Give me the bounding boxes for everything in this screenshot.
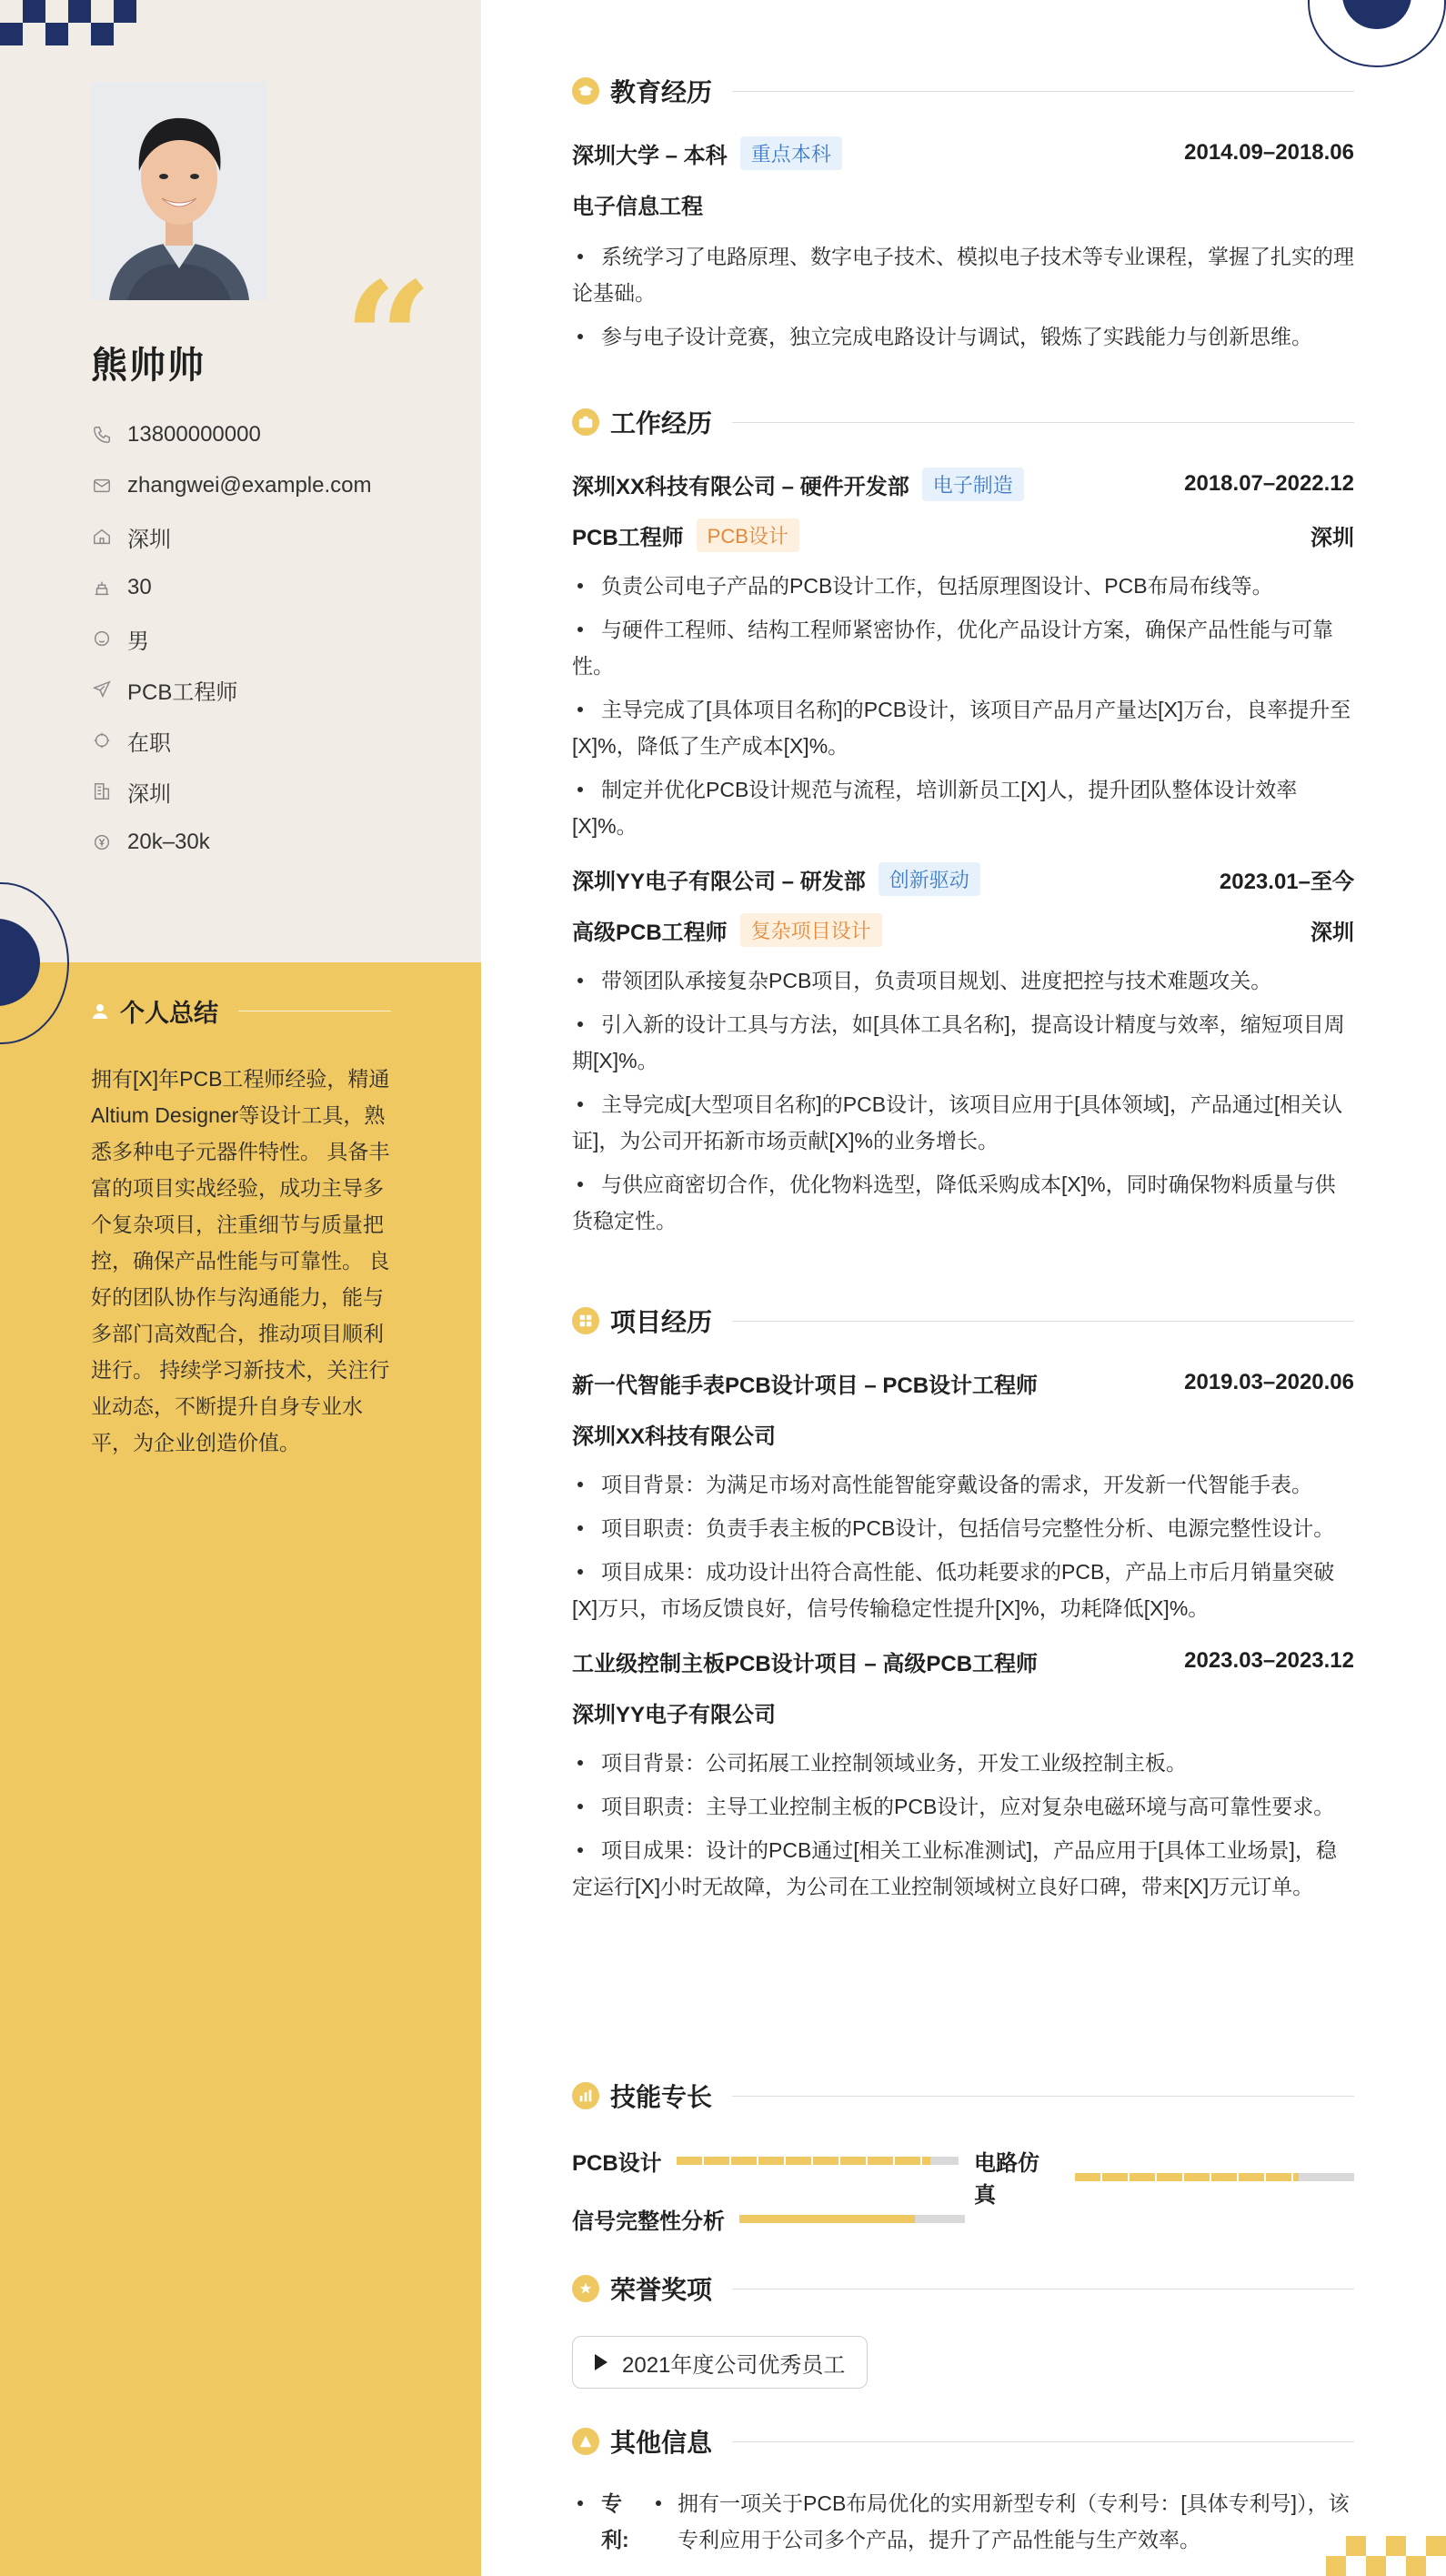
job-city: 深圳 xyxy=(1310,525,1354,550)
list-item: 主导完成了[具体项目名称]的PCB设计，该项目产品月产量达[X]万台，良率提升至[X]%，降低了生产成本[X]%。 xyxy=(572,691,1354,764)
role-tag: 复杂项目设计 xyxy=(740,913,882,947)
education-date: 2014.09–2018.06 xyxy=(1184,140,1354,165)
avatar-portrait xyxy=(91,82,267,300)
skill-bar xyxy=(739,2215,965,2223)
other-label: 专利: xyxy=(601,2491,629,2551)
grid-icon xyxy=(572,1307,599,1334)
info-city xyxy=(91,766,372,817)
info-phone xyxy=(91,409,372,460)
info-text: 深圳 xyxy=(127,781,171,807)
triangle-icon xyxy=(595,2354,608,2370)
other-text: 拥有一项关于PCB布局优化的实用新型专利（专利号：[具体专利号]），该专利应用于公司多个产品，提升了产品性能与生产效率。 xyxy=(678,2491,1350,2551)
avatar xyxy=(91,82,267,300)
info-text: 男 xyxy=(127,629,149,654)
checker-decoration xyxy=(0,0,136,45)
info-text: 30 xyxy=(127,575,152,599)
section-heading xyxy=(572,2270,1354,2307)
list-item: 项目成果：设计的PCB通过[相关工业标准测试]，产品应用于[具体工业场景]，稳定运行[X]小时无故障，为公司在工业控制领域树立良好口碑，带来[X]万元订单。 xyxy=(572,1832,1354,1905)
summary-title: 个人总结 xyxy=(120,1000,218,1027)
info-text: 在职 xyxy=(127,730,171,756)
list-item: 带领团队承接复杂PCB项目，负责项目规划、进度把控与技术难题攻关。 xyxy=(572,962,1354,999)
divider xyxy=(732,1321,1354,1322)
info-salary xyxy=(91,817,372,868)
profile-name: 熊帅帅 xyxy=(91,346,206,386)
list-item: 项目职责：负责手表主板的PCB设计，包括信号完整性分析、电源完整性设计。 xyxy=(572,1510,1354,1546)
briefcase-icon xyxy=(572,408,599,436)
project-name: 新一代智能手表PCB设计项目 – PCB设计工程师 xyxy=(572,1373,1039,1398)
project-name-row xyxy=(572,1645,1354,1677)
list-item: 项目职责：主导工业控制主板的PCB设计，应对复杂电磁环境与高可靠性要求。 xyxy=(572,1788,1354,1825)
skill-item xyxy=(572,2145,959,2177)
job-bullets xyxy=(572,962,1354,1239)
role-tag: PCB设计 xyxy=(697,518,799,552)
info-text: 深圳 xyxy=(127,527,171,552)
project-bullets xyxy=(572,1745,1354,1905)
work-section xyxy=(572,404,1354,1246)
company-name: 深圳XX科技有限公司 – 硬件开发部 xyxy=(572,474,909,499)
info-residence xyxy=(91,511,372,562)
list-item: 项目背景：为满足市场对高性能智能穿戴设备的需求，开发新一代智能手表。 xyxy=(572,1466,1354,1503)
section-title: 工作经历 xyxy=(610,409,713,438)
job-role: 高级PCB工程师 xyxy=(572,920,728,945)
list-item: 制定并优化PCB设计规范与流程，培训新员工[X]人，提升团队整体设计效率[X]%。 xyxy=(572,771,1354,844)
project-company-row xyxy=(572,1696,1354,1728)
skill-item xyxy=(572,2203,965,2235)
divider xyxy=(732,422,1354,423)
gender-icon xyxy=(91,628,113,649)
job-bullets xyxy=(572,568,1354,844)
chart-icon xyxy=(572,2082,599,2109)
skill-bar-fill xyxy=(739,2215,915,2223)
skill-name: PCB设计 xyxy=(572,2151,662,2176)
quote-mark-decoration: “ xyxy=(344,248,433,430)
honors-section xyxy=(572,2270,1354,2389)
job-date: 2018.07–2022.12 xyxy=(1184,471,1354,496)
job-company-row xyxy=(572,862,1354,895)
section-title: 其他信息 xyxy=(610,2429,713,2457)
section-heading xyxy=(572,2078,1354,2114)
company-name: 深圳YY电子有限公司 – 研发部 xyxy=(572,869,866,894)
info-email xyxy=(91,460,372,511)
major: 电子信息工程 xyxy=(572,194,703,219)
job-date: 2023.01–至今 xyxy=(1219,869,1354,894)
graduation-cap-icon xyxy=(572,77,599,105)
company-tag: 电子制造 xyxy=(922,468,1024,501)
section-title: 项目经历 xyxy=(610,1308,713,1336)
list-item: 项目背景：公司拓展工业控制领域业务，开发工业级控制主板。 xyxy=(572,1745,1354,1781)
skill-name: 电路仿真 xyxy=(974,2151,1039,2208)
school-name: 深圳大学 – 本科 xyxy=(572,143,728,168)
education-row xyxy=(572,136,1354,169)
skill-bar-fill xyxy=(677,2157,930,2165)
list-item: 与硬件工程师、结构工程师紧密协作，优化产品设计方案，确保产品性能与可靠性。 xyxy=(572,611,1354,684)
divider xyxy=(732,2441,1354,2442)
section-heading xyxy=(572,1303,1354,1339)
skills-section xyxy=(572,2078,1354,2241)
summary-text: 拥有[X]年PCB工程师经验，精通Altium Designer等设计工具，熟悉多种电子元器件特性。 具备丰富的项目实战经验，成功主导多个复杂项目，注重细节与质量把控，确保产品性能与可靠性。 良好的团队协作与沟通能力，能与多部门高效配合，推动项目顺利进行。 持续学习新技术，关注行业动态，不断提升自身专业水平，为企业创造价值。 xyxy=(91,1067,390,1454)
award-icon xyxy=(572,2275,599,2302)
bullet xyxy=(648,2485,678,2558)
job-role-row xyxy=(572,913,1354,946)
list-item: 负责公司电子产品的PCB设计工作，包括原理图设计、PCB布局布线等。 xyxy=(572,568,1354,604)
list-item: 与供应商密切合作，优化物料选型，降低采购成本[X]%，同时确保物料质量与供货稳定性。 xyxy=(572,1166,1354,1239)
projects-section xyxy=(572,1303,1354,1912)
honors-list xyxy=(572,2336,1354,2389)
info-text: zhangwei@example.com xyxy=(127,473,372,498)
divider xyxy=(732,91,1354,92)
job-role: PCB工程师 xyxy=(572,525,684,550)
project-company: 深圳XX科技有限公司 xyxy=(572,1424,777,1449)
other-section xyxy=(572,2423,1354,2558)
bullet xyxy=(572,2485,601,2558)
job-city: 深圳 xyxy=(1310,920,1354,945)
summary-heading xyxy=(91,993,391,1029)
list-item: 项目成果：成功设计出符合高性能、低功耗要求的PCB，产品上市后月销量突破[X]万只，市场反馈良好，信号传输稳定性提升[X]%，功耗降低[X]%。 xyxy=(572,1554,1354,1626)
person-icon xyxy=(91,1002,109,1021)
project-date: 2023.03–2023.12 xyxy=(1184,1648,1354,1673)
project-name: 工业级控制主板PCB设计项目 – 高级PCB工程师 xyxy=(572,1651,1039,1676)
project-company: 深圳YY电子有限公司 xyxy=(572,1702,777,1727)
section-heading xyxy=(572,73,1354,109)
section-heading xyxy=(572,404,1354,440)
skill-item xyxy=(974,2145,1354,2209)
sidebar xyxy=(0,0,481,2576)
skill-bar-fill xyxy=(1075,2173,1299,2181)
skill-bar xyxy=(677,2157,959,2165)
info-gender xyxy=(91,613,372,664)
info-text: 13800000000 xyxy=(127,422,261,447)
job-company-row xyxy=(572,468,1354,500)
school-tag: 重点本科 xyxy=(740,136,842,170)
mail-icon xyxy=(91,475,113,497)
company-tag: 创新驱动 xyxy=(879,862,980,896)
phone-icon xyxy=(91,424,113,446)
contact-info-list xyxy=(91,409,372,868)
info-icon xyxy=(572,2428,599,2455)
section-title: 技能专长 xyxy=(610,2083,713,2111)
home-icon xyxy=(91,526,113,548)
list-item: 主导完成[大型项目名称]的PCB设计，该项目应用于[具体领域]，产品通过[相关认证]，为公司开拓新市场贡献[X]%的业务增长。 xyxy=(572,1086,1354,1159)
list-item: 引入新的设计工具与方法，如[具体工具名称]，提高设计精度与效率，缩短项目周期[X]%。 xyxy=(572,1006,1354,1079)
job-role-row xyxy=(572,518,1354,551)
skill-bar xyxy=(1075,2173,1354,2181)
divider xyxy=(732,2096,1354,2097)
section-heading xyxy=(572,2423,1354,2460)
main-content xyxy=(572,0,1354,2576)
list-item: 系统学习了电路原理、数字电子技术、模拟电子技术等专业课程，掌握了扎实的理论基础。 xyxy=(572,238,1354,311)
education-section xyxy=(572,73,1354,362)
info-text: 20k–30k xyxy=(127,830,210,854)
project-date: 2019.03–2020.06 xyxy=(1184,1370,1354,1394)
project-bullets xyxy=(572,1466,1354,1626)
section-title: 荣誉奖项 xyxy=(610,2276,713,2304)
list-item: 参与电子设计竞赛，独立完成电路设计与调试，锻炼了实践能力与创新思维。 xyxy=(572,318,1354,355)
info-job xyxy=(91,664,372,715)
status-icon xyxy=(91,730,113,751)
other-item xyxy=(572,2485,1354,2558)
project-name-row xyxy=(572,1366,1354,1399)
info-status xyxy=(91,715,372,766)
city-icon xyxy=(91,780,113,802)
info-age xyxy=(91,562,372,613)
section-title: 教育经历 xyxy=(610,78,713,106)
award-text: 2021年度公司优秀员工 xyxy=(622,2352,846,2378)
education-bullets xyxy=(572,238,1354,355)
project-company-row xyxy=(572,1417,1354,1450)
job-icon xyxy=(91,679,113,700)
skill-name: 信号完整性分析 xyxy=(572,2209,725,2234)
age-icon xyxy=(91,577,113,599)
award-item xyxy=(572,2336,868,2389)
info-text: PCB工程师 xyxy=(127,679,238,705)
major-row xyxy=(572,187,1354,220)
salary-icon xyxy=(91,831,113,853)
